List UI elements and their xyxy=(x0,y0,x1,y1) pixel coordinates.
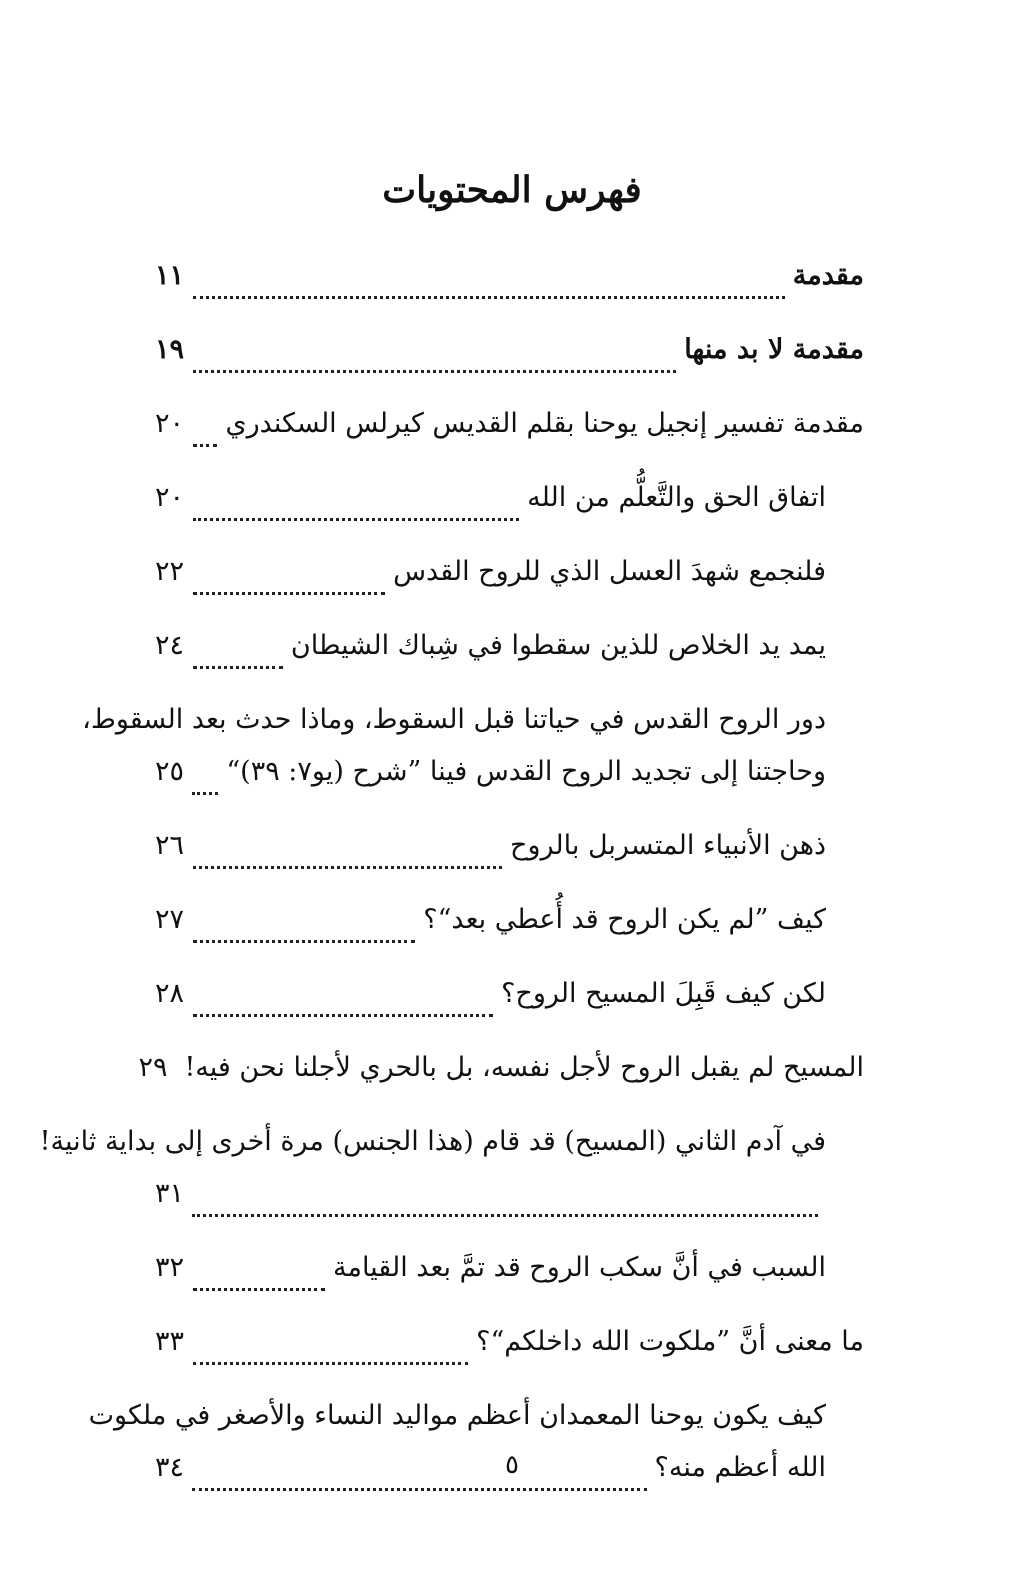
toc-entry-label: اتفاق الحق والتَّعلُّم من الله xyxy=(527,482,826,513)
toc-entry[interactable] xyxy=(155,968,826,1020)
toc-page-number: ٣١ xyxy=(155,1178,185,1209)
page-folio-number: ٥ xyxy=(505,1450,519,1480)
dot-leader xyxy=(192,762,218,795)
toc-entry[interactable] xyxy=(155,546,826,598)
toc-entry-label: المسيح لم يقبل الروح لأجل نفسه، بل بالحري لأجلنا نحن فيه! xyxy=(184,1052,864,1083)
toc-page-number: ٢٨ xyxy=(155,978,185,1009)
toc-entry[interactable] xyxy=(155,398,864,450)
toc-entry-label-line2: الله أعظم منه؟ xyxy=(654,1452,826,1483)
dot-leader xyxy=(193,636,283,669)
toc-page-number: ٢٠ xyxy=(155,482,185,513)
dot-leader xyxy=(193,488,519,521)
toc-entry-label-line1: في آدم الثاني (المسيح) قد قام (هذا الجنس) مرة أخرى إلى بداية ثانية! xyxy=(39,1126,826,1157)
toc-entry-label: لكن كيف قَبِلَ المسيح الروح؟ xyxy=(501,978,826,1009)
toc-entry-label: يمد يد الخلاص للذين سقطوا في شِباك الشيطان xyxy=(290,630,826,661)
toc-entry[interactable] xyxy=(155,472,826,524)
toc-page-number: ٢٩ xyxy=(138,1052,168,1083)
toc-page-number: ٣٤ xyxy=(155,1452,185,1483)
toc-entry[interactable] xyxy=(155,324,864,376)
toc-entry-label: مقدمة لا بد منها xyxy=(684,334,864,365)
dot-leader xyxy=(193,836,502,869)
toc-entry-label-line1: كيف يكون يوحنا المعمدان أعظم مواليد النساء والأصغر في ملكوت xyxy=(88,1400,826,1431)
toc-page-number: ٢٠ xyxy=(155,408,185,439)
toc-entry-multiline[interactable] xyxy=(39,1116,826,1220)
toc-entry-multiline[interactable] xyxy=(82,694,826,798)
toc-entry[interactable] xyxy=(138,1042,864,1094)
dot-leader xyxy=(192,1184,818,1217)
toc-entry[interactable] xyxy=(155,894,826,946)
dot-leader xyxy=(193,414,217,447)
toc-page-number: ١٩ xyxy=(155,334,185,365)
toc-entry-label: كيف ”لم يكن الروح قد أُعطي بعد“؟ xyxy=(423,904,826,935)
dot-leader xyxy=(193,910,415,943)
toc-entry[interactable] xyxy=(155,1316,864,1368)
toc-page-number: ١١ xyxy=(155,260,185,291)
dot-leader xyxy=(193,266,785,299)
toc-entry[interactable] xyxy=(155,820,826,872)
toc-page-number: ٢٧ xyxy=(155,904,185,935)
dot-leader xyxy=(193,1258,325,1291)
toc-page-number: ٢٦ xyxy=(155,830,185,861)
toc-entry[interactable] xyxy=(155,620,826,672)
dot-leader xyxy=(193,340,676,373)
toc-entry-label: السبب في أنَّ سكب الروح قد تمَّ بعد القيامة xyxy=(333,1252,826,1283)
toc-entry[interactable] xyxy=(155,1242,826,1294)
dot-leader xyxy=(193,984,493,1017)
toc-page-number: ٣٣ xyxy=(155,1326,185,1357)
toc-entry[interactable] xyxy=(155,250,864,302)
toc-page-number: ٢٤ xyxy=(155,630,185,661)
page-title: فهرس المحتويات xyxy=(382,169,642,211)
table-of-contents xyxy=(39,250,864,1516)
toc-entry-label-line2: وحاجتنا إلى تجديد الروح القدس فينا ”شرح (يو٧: ٣٩)“ xyxy=(226,756,826,787)
toc-page-number: ٣٢ xyxy=(155,1252,185,1283)
toc-page-number: ٢٢ xyxy=(155,556,185,587)
toc-entry-label: ما معنى أنَّ ”ملكوت الله داخلكم“؟ xyxy=(476,1326,864,1357)
toc-entry-label: فلنجمع شهدَ العسل الذي للروح القدس xyxy=(393,556,826,587)
toc-entry-label: ذهن الأنبياء المتسربل بالروح xyxy=(510,830,826,861)
dot-leader xyxy=(193,562,385,595)
toc-entry-label: مقدمة xyxy=(792,260,864,291)
toc-page-number: ٢٥ xyxy=(155,756,185,787)
dot-leader xyxy=(193,1332,468,1365)
toc-entry-label-line1: دور الروح القدس في حياتنا قبل السقوط، وماذا حدث بعد السقوط، xyxy=(82,704,826,735)
toc-entry-label: مقدمة تفسير إنجيل يوحنا بقلم القديس كيرلس السكندري xyxy=(225,408,864,439)
